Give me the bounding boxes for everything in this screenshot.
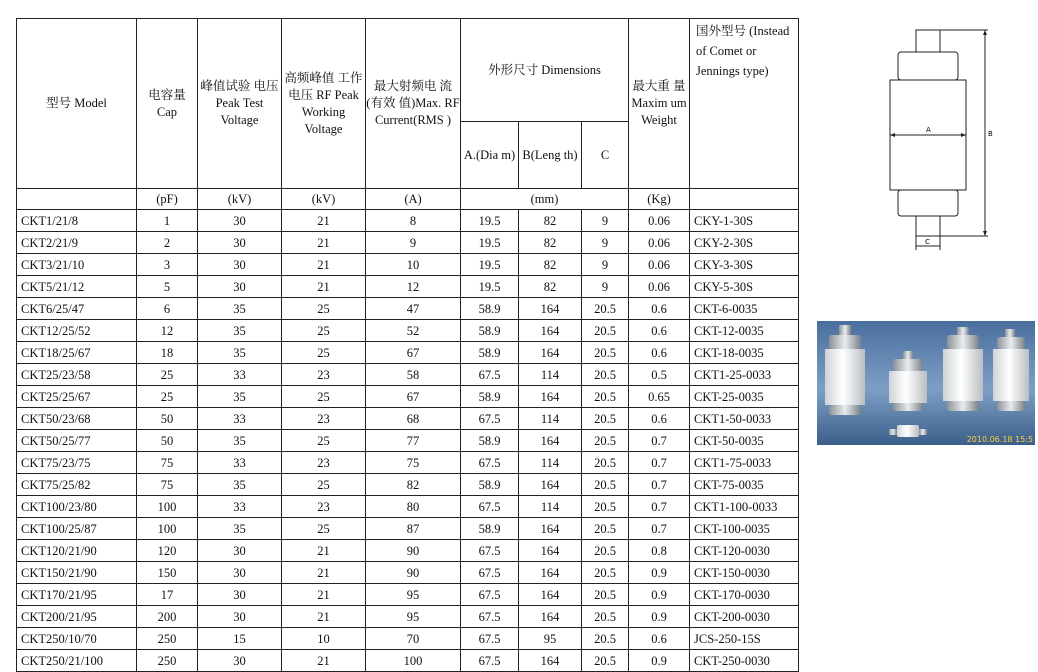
capacitor-photo-svg xyxy=(817,321,1035,445)
cell-current: 75 xyxy=(366,452,461,474)
header-test-voltage: 峰值试验 电压 Peak Test Voltage xyxy=(198,19,282,189)
cell-dim-b: 114 xyxy=(519,452,582,474)
cell-model: CKT150/21/90 xyxy=(17,562,137,584)
cell-test-voltage: 33 xyxy=(198,496,282,518)
cell-weight: 0.8 xyxy=(629,540,690,562)
cell-working-voltage: 25 xyxy=(282,320,366,342)
cell-test-voltage: 30 xyxy=(198,584,282,606)
cell-dim-c: 20.5 xyxy=(582,584,629,606)
header-model: 型号 Model xyxy=(17,19,137,189)
cell-dim-c: 20.5 xyxy=(582,298,629,320)
cell-cap: 200 xyxy=(137,606,198,628)
cell-weight: 0.9 xyxy=(629,650,690,672)
cell-cap: 75 xyxy=(137,474,198,496)
cell-test-voltage: 35 xyxy=(198,320,282,342)
cell-reference: CKT-6-0035 xyxy=(690,298,799,320)
cell-dim-b: 114 xyxy=(519,408,582,430)
cell-model: CKT170/21/95 xyxy=(17,584,137,606)
cell-dim-a: 67.5 xyxy=(461,364,519,386)
cell-weight: 0.6 xyxy=(629,408,690,430)
cell-test-voltage: 30 xyxy=(198,540,282,562)
cell-weight: 0.6 xyxy=(629,320,690,342)
cell-reference: CKT1-75-0033 xyxy=(690,452,799,474)
cell-dim-b: 164 xyxy=(519,342,582,364)
cell-cap: 1 xyxy=(137,210,198,232)
header-current: 最大射频电 流(有效 值)Max. RF Current(RMS ) xyxy=(366,19,461,189)
cell-dim-c: 20.5 xyxy=(582,606,629,628)
cell-cap: 100 xyxy=(137,518,198,540)
cell-dim-b: 164 xyxy=(519,518,582,540)
unit-weight: (Kg) xyxy=(629,189,690,210)
cell-current: 12 xyxy=(366,276,461,298)
table-row xyxy=(17,298,799,320)
table-row xyxy=(17,606,799,628)
unit-cap: (pF) xyxy=(137,189,198,210)
cell-dim-a: 19.5 xyxy=(461,254,519,276)
cell-test-voltage: 30 xyxy=(198,276,282,298)
unit-current: (A) xyxy=(366,189,461,210)
cell-dim-b: 164 xyxy=(519,650,582,672)
cell-current: 70 xyxy=(366,628,461,650)
cell-cap: 17 xyxy=(137,584,198,606)
cell-model: CKT3/21/10 xyxy=(17,254,137,276)
cell-reference: CKT-250-0030 xyxy=(690,650,799,672)
cell-dim-b: 114 xyxy=(519,496,582,518)
capacitor-spec-table xyxy=(16,18,799,672)
cell-reference: CKT-50-0035 xyxy=(690,430,799,452)
cell-current: 95 xyxy=(366,584,461,606)
cell-cap: 5 xyxy=(137,276,198,298)
cell-cap: 120 xyxy=(137,540,198,562)
cell-dim-c: 20.5 xyxy=(582,496,629,518)
cell-dim-c: 9 xyxy=(582,210,629,232)
cell-current: 95 xyxy=(366,606,461,628)
cell-dim-a: 58.9 xyxy=(461,518,519,540)
cell-reference: CKY-1-30S xyxy=(690,210,799,232)
cell-weight: 0.06 xyxy=(629,276,690,298)
capacitor-dimension-drawing xyxy=(880,22,998,256)
cell-dim-c: 20.5 xyxy=(582,408,629,430)
cell-cap: 250 xyxy=(137,650,198,672)
cell-dim-a: 67.5 xyxy=(461,540,519,562)
cell-dim-b: 164 xyxy=(519,606,582,628)
cell-working-voltage: 25 xyxy=(282,518,366,540)
cell-reference: CKT-12-0035 xyxy=(690,320,799,342)
header-weight: 最大重 量 Maxim um Weight xyxy=(629,19,690,189)
cell-current: 90 xyxy=(366,540,461,562)
a-arrow-right xyxy=(961,133,966,137)
cell-model: CKT5/21/12 xyxy=(17,276,137,298)
cell-working-voltage: 23 xyxy=(282,496,366,518)
cell-test-voltage: 30 xyxy=(198,606,282,628)
cell-reference: CKT1-50-0033 xyxy=(690,408,799,430)
cell-current: 82 xyxy=(366,474,461,496)
cell-model: CKT25/23/58 xyxy=(17,364,137,386)
cell-dim-b: 114 xyxy=(519,364,582,386)
cell-dim-b: 164 xyxy=(519,320,582,342)
cell-dim-a: 19.5 xyxy=(461,210,519,232)
cell-test-voltage: 33 xyxy=(198,364,282,386)
capacitor-large-left xyxy=(825,325,865,415)
table-row xyxy=(17,254,799,276)
cell-working-voltage: 23 xyxy=(282,364,366,386)
bottom-terminal xyxy=(916,216,940,236)
cell-current: 58 xyxy=(366,364,461,386)
cell-dim-a: 58.9 xyxy=(461,342,519,364)
cell-test-voltage: 33 xyxy=(198,452,282,474)
cell-dim-a: 67.5 xyxy=(461,452,519,474)
cell-test-voltage: 35 xyxy=(198,386,282,408)
cell-working-voltage: 21 xyxy=(282,232,366,254)
cell-working-voltage: 21 xyxy=(282,254,366,276)
unit-model-empty xyxy=(17,189,137,210)
cell-current: 80 xyxy=(366,496,461,518)
unit-reference-empty xyxy=(690,189,799,210)
header-dimensions: 外形尺寸 Dimensions xyxy=(461,19,629,122)
capacitor-small-middle xyxy=(889,351,927,411)
cell-dim-b: 82 xyxy=(519,210,582,232)
cell-test-voltage: 30 xyxy=(198,254,282,276)
cell-dim-a: 67.5 xyxy=(461,408,519,430)
cell-reference: CKY-3-30S xyxy=(690,254,799,276)
cell-dim-c: 20.5 xyxy=(582,342,629,364)
cell-working-voltage: 21 xyxy=(282,540,366,562)
cell-cap: 25 xyxy=(137,386,198,408)
cell-working-voltage: 21 xyxy=(282,650,366,672)
cell-weight: 0.06 xyxy=(629,232,690,254)
cell-working-voltage: 25 xyxy=(282,342,366,364)
cell-weight: 0.6 xyxy=(629,298,690,320)
table-row xyxy=(17,232,799,254)
cell-current: 8 xyxy=(366,210,461,232)
cell-working-voltage: 23 xyxy=(282,408,366,430)
capacitor-photo xyxy=(817,321,1035,445)
cell-dim-b: 164 xyxy=(519,540,582,562)
cell-weight: 0.7 xyxy=(629,518,690,540)
cell-cap: 25 xyxy=(137,364,198,386)
cell-dim-b: 164 xyxy=(519,430,582,452)
label-b: B xyxy=(988,130,993,138)
cell-dim-c: 9 xyxy=(582,254,629,276)
cell-model: CKT100/23/80 xyxy=(17,496,137,518)
cell-working-voltage: 23 xyxy=(282,452,366,474)
cell-current: 47 xyxy=(366,298,461,320)
cell-dim-c: 20.5 xyxy=(582,650,629,672)
bottom-flange xyxy=(898,190,958,216)
cell-test-voltage: 35 xyxy=(198,342,282,364)
cell-cap: 6 xyxy=(137,298,198,320)
cell-dim-a: 67.5 xyxy=(461,562,519,584)
cell-dim-b: 82 xyxy=(519,232,582,254)
table-row xyxy=(17,364,799,386)
cell-cap: 50 xyxy=(137,430,198,452)
cell-dim-b: 82 xyxy=(519,254,582,276)
cell-current: 52 xyxy=(366,320,461,342)
cell-dim-c: 20.5 xyxy=(582,562,629,584)
cell-model: CKT2/21/9 xyxy=(17,232,137,254)
cell-dim-a: 67.5 xyxy=(461,606,519,628)
table-row xyxy=(17,650,799,672)
top-flange xyxy=(898,52,958,80)
table-row xyxy=(17,342,799,364)
a-arrow-left xyxy=(890,133,895,137)
cell-dim-c: 20.5 xyxy=(582,474,629,496)
table-row xyxy=(17,496,799,518)
cell-dim-a: 67.5 xyxy=(461,650,519,672)
cell-weight: 0.7 xyxy=(629,474,690,496)
cell-dim-b: 164 xyxy=(519,386,582,408)
cell-model: CKT200/21/95 xyxy=(17,606,137,628)
cell-working-voltage: 21 xyxy=(282,606,366,628)
cell-model: CKT50/25/77 xyxy=(17,430,137,452)
cell-model: CKT1/21/8 xyxy=(17,210,137,232)
table-row xyxy=(17,562,799,584)
b-arrow-top xyxy=(983,30,987,35)
cell-dim-c: 20.5 xyxy=(582,540,629,562)
table-row xyxy=(17,474,799,496)
cell-weight: 0.06 xyxy=(629,210,690,232)
cell-weight: 0.7 xyxy=(629,496,690,518)
cell-weight: 0.7 xyxy=(629,430,690,452)
cell-reference: CKT-150-0030 xyxy=(690,562,799,584)
cell-model: CKT120/21/90 xyxy=(17,540,137,562)
cell-weight: 0.6 xyxy=(629,628,690,650)
cell-working-voltage: 25 xyxy=(282,474,366,496)
cell-weight: 0.06 xyxy=(629,254,690,276)
cell-test-voltage: 35 xyxy=(198,474,282,496)
cell-working-voltage: 21 xyxy=(282,210,366,232)
cell-reference: CKT-25-0035 xyxy=(690,386,799,408)
cell-dim-c: 9 xyxy=(582,276,629,298)
cell-test-voltage: 33 xyxy=(198,408,282,430)
table-row xyxy=(17,452,799,474)
cell-current: 9 xyxy=(366,232,461,254)
cell-dim-c: 20.5 xyxy=(582,386,629,408)
b-arrow-bottom xyxy=(983,231,987,236)
table-row xyxy=(17,628,799,650)
cell-reference: CKT-18-0035 xyxy=(690,342,799,364)
cell-cap: 18 xyxy=(137,342,198,364)
table-row xyxy=(17,320,799,342)
cell-model: CKT25/25/67 xyxy=(17,386,137,408)
cell-reference: CKT-200-0030 xyxy=(690,606,799,628)
cell-dim-c: 20.5 xyxy=(582,518,629,540)
table-row xyxy=(17,430,799,452)
cell-weight: 0.7 xyxy=(629,452,690,474)
cell-model: CKT6/25/47 xyxy=(17,298,137,320)
cell-dim-a: 58.9 xyxy=(461,386,519,408)
cell-working-voltage: 25 xyxy=(282,386,366,408)
cell-test-voltage: 30 xyxy=(198,232,282,254)
table-row xyxy=(17,408,799,430)
cell-test-voltage: 30 xyxy=(198,210,282,232)
cell-cap: 2 xyxy=(137,232,198,254)
label-a: A xyxy=(926,126,931,134)
cell-cap: 12 xyxy=(137,320,198,342)
cell-cap: 50 xyxy=(137,408,198,430)
cell-test-voltage: 30 xyxy=(198,650,282,672)
cell-weight: 0.5 xyxy=(629,364,690,386)
cell-model: CKT18/25/67 xyxy=(17,342,137,364)
cell-weight: 0.9 xyxy=(629,584,690,606)
cell-reference: CKT-170-0030 xyxy=(690,584,799,606)
cell-model: CKT75/23/75 xyxy=(17,452,137,474)
cell-test-voltage: 30 xyxy=(198,562,282,584)
cell-current: 68 xyxy=(366,408,461,430)
cell-dim-c: 20.5 xyxy=(582,430,629,452)
cell-current: 77 xyxy=(366,430,461,452)
cell-model: CKT100/25/87 xyxy=(17,518,137,540)
cell-dim-c: 20.5 xyxy=(582,364,629,386)
cell-working-voltage: 21 xyxy=(282,276,366,298)
dimension-drawing-svg xyxy=(880,22,998,256)
cell-cap: 150 xyxy=(137,562,198,584)
cell-dim-a: 67.5 xyxy=(461,584,519,606)
cell-dim-a: 58.9 xyxy=(461,320,519,342)
cell-model: CKT250/10/70 xyxy=(17,628,137,650)
cell-working-voltage: 25 xyxy=(282,298,366,320)
table-row xyxy=(17,386,799,408)
cell-reference: CKT1-25-0033 xyxy=(690,364,799,386)
cell-current: 100 xyxy=(366,650,461,672)
cell-reference: CKT-100-0035 xyxy=(690,518,799,540)
cell-cap: 250 xyxy=(137,628,198,650)
cell-working-voltage: 21 xyxy=(282,562,366,584)
cell-dim-a: 19.5 xyxy=(461,232,519,254)
cell-dim-a: 67.5 xyxy=(461,496,519,518)
cell-cap: 75 xyxy=(137,452,198,474)
cell-reference: JCS-250-15S xyxy=(690,628,799,650)
cell-dim-c: 20.5 xyxy=(582,628,629,650)
cell-weight: 0.9 xyxy=(629,606,690,628)
capacitor-large-right-1 xyxy=(943,327,983,411)
cell-working-voltage: 21 xyxy=(282,584,366,606)
cell-model: CKT250/21/100 xyxy=(17,650,137,672)
header-working-voltage: 高频峰值 工作电压 RF Peak Working Voltage xyxy=(282,19,366,189)
cell-dim-a: 67.5 xyxy=(461,628,519,650)
table-row xyxy=(17,540,799,562)
header-cap: 电容量 Cap xyxy=(137,19,198,189)
cell-dim-a: 58.9 xyxy=(461,298,519,320)
cell-cap: 3 xyxy=(137,254,198,276)
header-dim-b: B(Leng th) xyxy=(519,122,582,189)
label-c: C xyxy=(925,238,930,246)
cell-dim-b: 82 xyxy=(519,276,582,298)
cell-dim-b: 164 xyxy=(519,474,582,496)
table-row xyxy=(17,518,799,540)
cell-dim-c: 20.5 xyxy=(582,320,629,342)
cell-reference: CKY-2-30S xyxy=(690,232,799,254)
cell-model: CKT12/25/52 xyxy=(17,320,137,342)
cell-working-voltage: 25 xyxy=(282,430,366,452)
header-dim-a: A.(Dia m) xyxy=(461,122,519,189)
unit-dimensions: (mm) xyxy=(461,189,629,210)
top-terminal xyxy=(916,30,940,52)
cell-current: 87 xyxy=(366,518,461,540)
cell-dim-b: 164 xyxy=(519,584,582,606)
cell-model: CKT50/23/68 xyxy=(17,408,137,430)
cell-cap: 100 xyxy=(137,496,198,518)
cell-model: CKT75/25/82 xyxy=(17,474,137,496)
cell-dim-b: 164 xyxy=(519,562,582,584)
cell-test-voltage: 35 xyxy=(198,518,282,540)
cell-dim-a: 58.9 xyxy=(461,474,519,496)
cell-dim-c: 20.5 xyxy=(582,452,629,474)
cell-weight: 0.65 xyxy=(629,386,690,408)
cell-current: 67 xyxy=(366,342,461,364)
cell-reference: CKY-5-30S xyxy=(690,276,799,298)
cell-test-voltage: 35 xyxy=(198,430,282,452)
cell-current: 90 xyxy=(366,562,461,584)
cell-reference: CKT-120-0030 xyxy=(690,540,799,562)
cell-dim-c: 9 xyxy=(582,232,629,254)
cell-dim-a: 19.5 xyxy=(461,276,519,298)
cell-dim-a: 58.9 xyxy=(461,430,519,452)
table-row xyxy=(17,584,799,606)
photo-timestamp: 2010.06.18 15:5 xyxy=(966,435,1033,444)
cell-reference: CKT-75-0035 xyxy=(690,474,799,496)
table-row xyxy=(17,276,799,298)
unit-working-voltage: (kV) xyxy=(282,189,366,210)
cell-test-voltage: 15 xyxy=(198,628,282,650)
cell-current: 10 xyxy=(366,254,461,276)
table-row xyxy=(17,210,799,232)
cell-dim-b: 164 xyxy=(519,298,582,320)
header-reference: 国外型号 (Instead of Comet or Jennings type) xyxy=(690,19,799,189)
cell-reference: CKT1-100-0033 xyxy=(690,496,799,518)
unit-test-voltage: (kV) xyxy=(198,189,282,210)
cell-dim-b: 95 xyxy=(519,628,582,650)
cell-working-voltage: 10 xyxy=(282,628,366,650)
cell-weight: 0.9 xyxy=(629,562,690,584)
header-dim-c: C xyxy=(582,122,629,189)
cell-weight: 0.6 xyxy=(629,342,690,364)
capacitor-large-right-2 xyxy=(993,329,1029,411)
cell-current: 67 xyxy=(366,386,461,408)
table-body xyxy=(17,210,799,672)
cell-test-voltage: 35 xyxy=(198,298,282,320)
